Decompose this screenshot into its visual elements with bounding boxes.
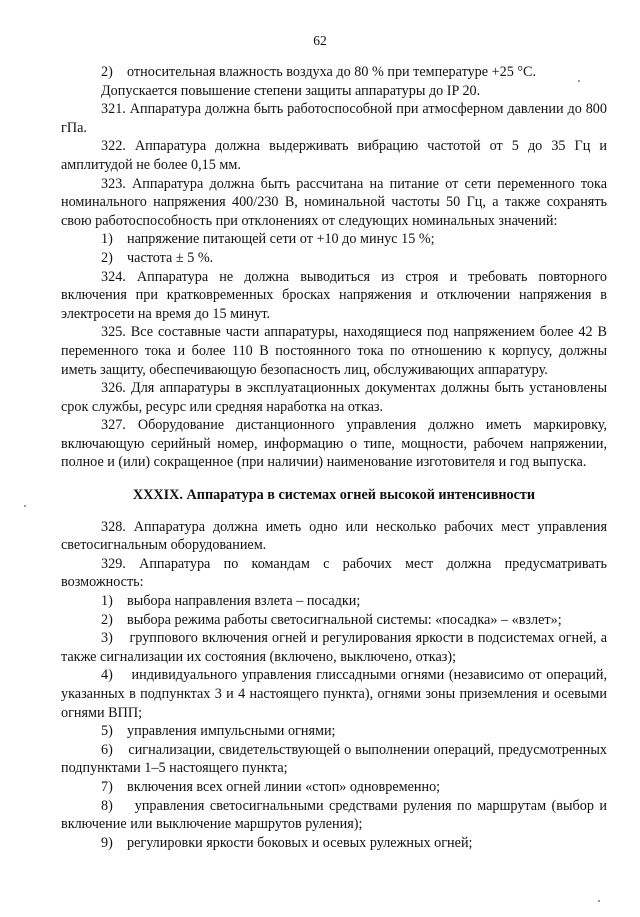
list-item: 8) управления светосигнальными средствами руления по маршрутам (выбор и включение или выключение маршрутов руления); xyxy=(61,797,607,833)
document-body xyxy=(61,63,607,852)
list-item: 3) группового включения огней и регулирования яркости в подсистемах огней, а также сигнализации их состояния (включено, выключено, отказ); xyxy=(61,630,607,665)
paragraph-324: 324. Аппаратура не должна выводиться из строя и требовать повторного включения при кратковременных бросках напряжения и отключении напряжения в электросети на время до 15 минут. xyxy=(61,268,607,322)
paragraph-326: 326. Для аппаратуры в эксплуатационных документах должны быть установлены срок службы, ресурс или средняя наработка на отказ. xyxy=(61,380,607,415)
list-item: 4) индивидуального управления глиссадными огнями (независимо от операций, указанных в подпунктах 3 и 4 настоящего пункта), огнями зоны приземления и осевыми огнями ВПП; xyxy=(61,667,607,721)
scan-speck xyxy=(578,80,580,82)
section-heading: XXXIX. Аппаратура в системах огней высокой интенсивности xyxy=(132,487,536,504)
paragraph-328: 328. Аппаратура должна иметь одно или несколько рабочих мест управления светосигнальным оборудованием. xyxy=(61,518,607,554)
page-number: 62 xyxy=(313,33,327,48)
scan-speck xyxy=(24,505,26,507)
paragraph-327: 327. Оборудование дистанционного управления должно иметь маркировку, включающую серийный номер, информацию о типе, мощности, рабочем напряжении, полное и (или) сокращенное (при наличии) наименование изготовителя и год выпуска. xyxy=(61,417,607,471)
paragraph: Допускается повышение степени защиты аппаратуры до IP 20. xyxy=(101,82,481,99)
list-item: 5) управления импульсными огнями; xyxy=(101,723,336,740)
paragraph-322: 322. Аппаратура должна выдерживать вибрацию частотой от 5 до 35 Гц и амплитудой не более 0,15 мм. xyxy=(61,138,607,173)
list-item: 1) напряжение питающей сети от +10 до минус 15 %; xyxy=(101,231,435,248)
list-item: 9) регулировки яркости боковых и осевых рулежных огней; xyxy=(101,834,473,851)
paragraph-329: 329. Аппаратура по командам с рабочих мест должна предусматривать возможность: xyxy=(61,555,607,591)
list-item: 2) выбора режима работы светосигнальной системы: «посадка» – «взлет»; xyxy=(101,611,562,628)
list-item: 7) включения всех огней линии «стоп» одновременно; xyxy=(101,778,441,795)
scan-speck xyxy=(598,900,600,902)
list-item: 1) выбора направления взлета – посадки; xyxy=(101,593,361,610)
paragraph-323: 323. Аппаратура должна быть рассчитана на питание от сети переменного тока номинального напряжения 400/230 В, номинальной частоты 50 Гц, а также сохранять свою работоспособность при отклонениях от следующих номинальных значений: xyxy=(61,175,607,229)
list-item: 2) частота ± 5 %. xyxy=(101,249,214,266)
paragraph: 2) относительная влажность воздуха до 80 % при температуре +25 °C. xyxy=(101,64,537,80)
list-item: 6) сигнализации, свидетельствующей о выполнении операций, предусмотренных подпунктами 1–5 настоящего пункта; xyxy=(61,741,607,777)
paragraph-325: 325. Все составные части аппаратуры, находящиеся под напряжением более 42 В переменного тока и более 110 В постоянного тока по отношению к корпусу, должны иметь защиту, обеспечивающую безопасность лиц, обслуживающих аппаратуру. xyxy=(61,324,607,378)
paragraph-321: 321. Аппаратура должна быть работоспособной при атмосферном давлении до 800 гПа. xyxy=(61,101,607,136)
